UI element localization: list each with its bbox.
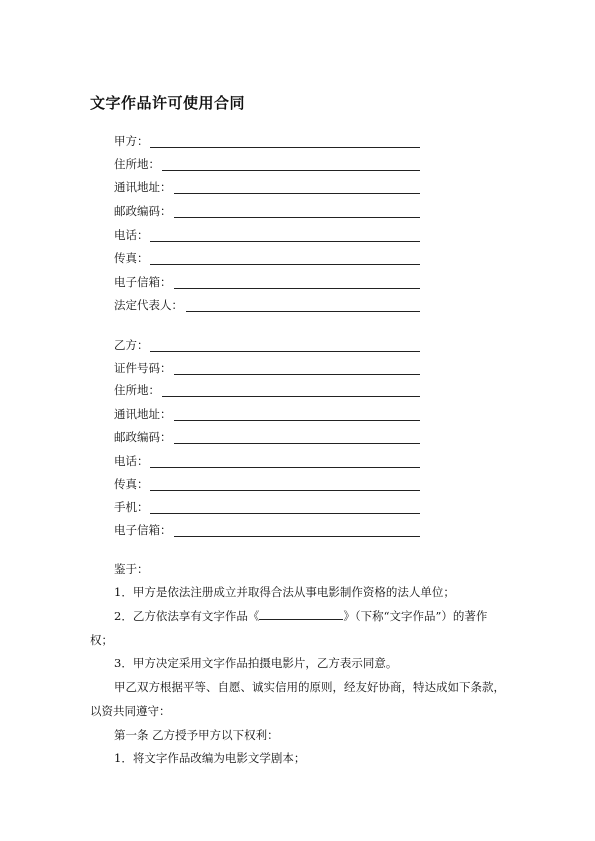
fill-line [174, 420, 420, 421]
recital-2-continued: 权； [90, 633, 113, 647]
party-b-address-field[interactable] [114, 382, 420, 398]
article-1-heading: 第一条 乙方授予甲方以下权利： [114, 728, 279, 742]
recital-2-text-b: 》（下称“文字作品”）的著作 [343, 609, 488, 623]
recital-2-text-a: 2．乙方依法享有文字作品《 [114, 609, 260, 623]
fill-line [150, 147, 420, 148]
agreement-intro: 甲乙双方根据平等、自愿、诚实信用的原则，经友好协商，特达成如下条款， [114, 680, 505, 694]
fill-line [162, 396, 420, 397]
fill-line [150, 264, 420, 265]
party-a-name-field[interactable] [114, 133, 420, 149]
field-label: 传真： [114, 251, 149, 265]
field-label: 住所地： [114, 157, 160, 171]
fill-line [174, 536, 420, 537]
party-a-phone-field[interactable] [114, 227, 420, 243]
fill-line [186, 311, 420, 312]
party-b-mobile-field[interactable] [114, 499, 420, 515]
fill-line [150, 351, 420, 352]
party-b-postcode-field[interactable] [114, 429, 420, 445]
party-b-phone-field[interactable] [114, 453, 420, 469]
field-label: 传真： [114, 477, 149, 491]
recital-3: 3．甲方决定采用文字作品拍摄电影片，乙方表示同意。 [114, 656, 398, 670]
recital-2 [114, 608, 487, 624]
field-label: 手机： [114, 500, 149, 514]
fill-line [150, 241, 420, 242]
field-label: 电子信箱： [114, 523, 172, 537]
whereas-heading: 鉴于： [114, 562, 149, 576]
document-title: 文字作品许可使用合同 [90, 94, 246, 112]
party-b-fax-field[interactable] [114, 476, 420, 492]
article-1-item-1: 1．将文字作品改编为电影文学剧本； [114, 751, 306, 765]
field-label: 电话： [114, 454, 149, 468]
work-title-blank[interactable] [259, 608, 343, 620]
fill-line [174, 193, 420, 194]
field-label: 电子信箱： [114, 275, 172, 289]
field-label: 甲方： [114, 134, 149, 148]
party-a-address-field[interactable] [114, 156, 420, 172]
party-a-legal-rep-field[interactable] [114, 297, 420, 313]
fill-line [174, 443, 420, 444]
party-a-postcode-field[interactable] [114, 203, 420, 219]
fill-line [150, 467, 420, 468]
field-label: 电话： [114, 228, 149, 242]
fill-line [162, 170, 420, 171]
recital-1: 1．甲方是依法注册成立并取得合法从事电影制作资格的法人单位； [114, 585, 455, 599]
fill-line [150, 513, 420, 514]
field-label: 通讯地址： [114, 407, 172, 421]
party-a-fax-field[interactable] [114, 250, 420, 266]
party-a-mailing-address-field[interactable] [114, 179, 420, 195]
field-label: 住所地： [114, 383, 160, 397]
party-b-name-field[interactable] [114, 337, 420, 353]
party-b-email-field[interactable] [114, 522, 420, 538]
party-b-id-number-field[interactable] [114, 360, 420, 376]
party-a-email-field[interactable] [114, 274, 420, 290]
fill-line [174, 288, 420, 289]
party-b-mailing-address-field[interactable] [114, 406, 420, 422]
field-label: 通讯地址： [114, 180, 172, 194]
fill-line [150, 490, 420, 491]
field-label: 证件号码： [114, 361, 172, 375]
field-label: 邮政编码： [114, 430, 172, 444]
field-label: 法定代表人： [114, 298, 183, 312]
field-label: 乙方： [114, 338, 149, 352]
fill-line [174, 374, 420, 375]
field-label: 邮政编码： [114, 204, 172, 218]
agreement-intro-continued: 以资共同遵守： [90, 704, 171, 718]
fill-line [174, 217, 420, 218]
